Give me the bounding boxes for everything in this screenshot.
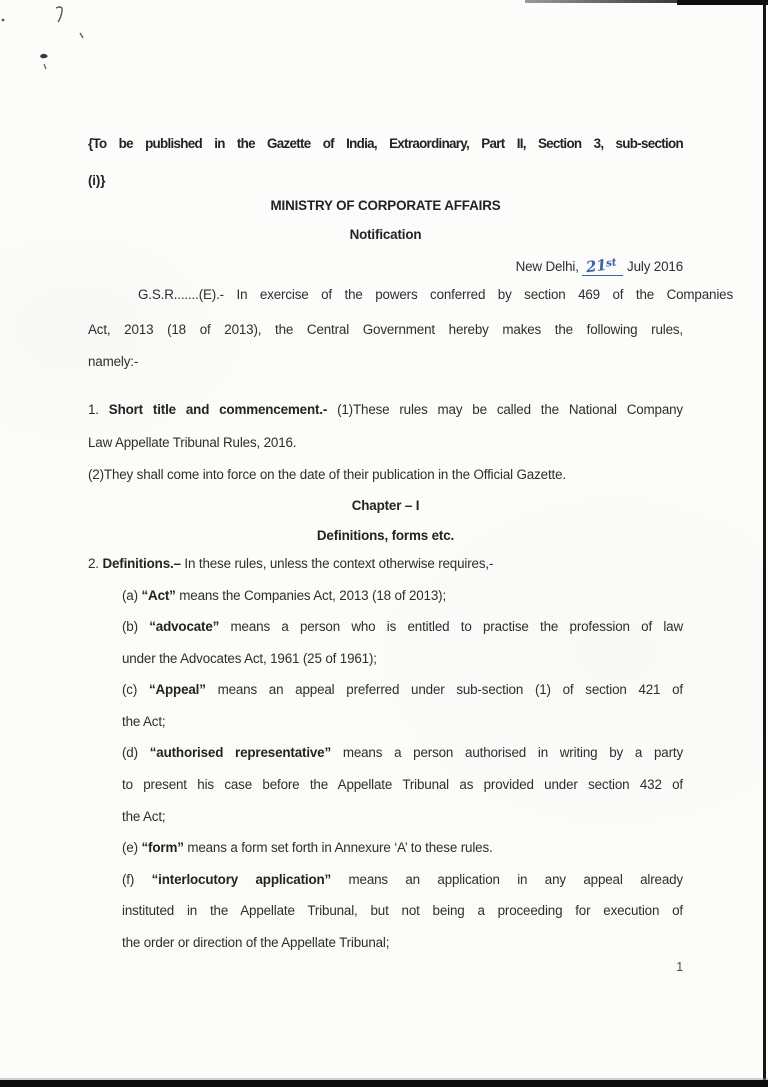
gazette-publish-note-line2: (i)}: [88, 173, 106, 188]
rule2-number: 2.: [88, 556, 103, 571]
def-f-label: (f): [122, 872, 152, 887]
definition-b-line1: [122, 619, 683, 635]
stray-tick-2: [44, 64, 46, 69]
definition-c-line2: the Act;: [122, 714, 166, 729]
scan-edge-right-line: [763, 2, 766, 1082]
chapter-subheading: Definitions, forms etc.: [316, 528, 455, 543]
rule1-line1: [88, 402, 683, 418]
handwritten-day: 21: [585, 255, 609, 277]
def-a-label: (a): [122, 588, 142, 603]
def-d-term: “authorised representative”: [149, 745, 332, 760]
def-a-term: “Act”: [141, 588, 176, 603]
gsr-para-line1: G.S.R.......(E).- In exercise of the powers conferred by section 469 of the Companies: [138, 287, 733, 302]
def-e-label: (e): [122, 840, 142, 855]
handwritten-day-suffix: st: [605, 256, 618, 270]
def-c-label: (c): [122, 682, 149, 697]
rule1-number: 1.: [88, 402, 109, 417]
page-number: 1: [676, 960, 683, 974]
dateline-place: New Delhi,: [515, 259, 583, 274]
rule1-title: Short title and commencement.-: [108, 402, 328, 417]
stray-dot: [2, 19, 5, 22]
stray-mark-j: [56, 7, 62, 22]
definition-f-line3: the order or direction of the Appellate Tribunal;: [122, 935, 390, 950]
gsr-para-line3: namely:-: [88, 354, 139, 369]
notification-heading: Notification: [349, 227, 422, 242]
handwritten-date-underline: [582, 255, 623, 277]
rule1-sub2: (2)They shall come into force on the date of their publication in the Official Gazette.: [88, 467, 566, 482]
rule1-text: (1)These rules may be called the National Company: [327, 402, 683, 417]
definition-e: [122, 840, 683, 856]
definition-d-line1: [122, 745, 683, 761]
def-c-text: means an appeal preferred under sub-section (1) of section 421 of: [205, 682, 683, 697]
definition-c-line1: [122, 682, 683, 698]
ministry-heading: MINISTRY OF CORPORATE AFFAIRS: [270, 198, 501, 213]
stray-scribble: [40, 54, 48, 59]
chapter-heading: Chapter – I: [351, 498, 420, 513]
def-e-text: means a form set forth in Annexure ‘A’ to these rules.: [183, 840, 493, 855]
dateline-rest: July 2016: [623, 259, 683, 274]
definition-b-line2: under the Advocates Act, 1961 (25 of 1961);: [122, 651, 377, 666]
def-d-label: (d): [122, 745, 150, 760]
gsr-para-line2: Act, 2013 (18 of 2013), the Central Government hereby makes the following rules,: [88, 322, 683, 337]
def-c-term: “Appeal”: [148, 682, 206, 697]
def-d-text: means a person authorised in writing by a party: [331, 745, 684, 760]
def-b-label: (b): [122, 619, 150, 634]
scan-edge-bottom-bar: [0, 1080, 768, 1087]
definition-f-line2: instituted in the Appellate Tribunal, but not being a proceeding for execution of: [122, 903, 683, 918]
rule2-line: [88, 556, 683, 572]
definition-f-line1: [122, 872, 683, 888]
definition-d-line3: the Act;: [122, 809, 166, 824]
def-f-text: means an application in any appeal already: [331, 872, 683, 887]
definition-a: [122, 588, 683, 604]
stray-tick-1: [80, 33, 83, 38]
gazette-publish-note-line1: {To be published in the Gazette of India, Extraordinary, Part II, Section 3, sub-section: [88, 136, 683, 151]
def-b-term: “advocate”: [149, 619, 220, 634]
def-a-text: means the Companies Act, 2013 (18 of 2013);: [175, 588, 447, 603]
rule1-line2: Law Appellate Tribunal Rules, 2016.: [88, 435, 297, 450]
dateline: [88, 255, 683, 275]
def-f-term: “interlocutory application”: [151, 872, 332, 887]
definition-d-line2: to present his case before the Appellate Tribunal as provided under section 432 of: [122, 777, 683, 792]
stray-ink-marks: [0, 0, 120, 90]
rule2-text: In these rules, unless the context otherwise requires,-: [180, 556, 494, 571]
rule2-title: Definitions.–: [102, 556, 181, 571]
def-b-text: means a person who is entitled to practise the profession of law: [219, 619, 683, 634]
def-e-term: “form”: [141, 840, 184, 855]
scan-edge-top-bar-dark: [677, 0, 768, 5]
